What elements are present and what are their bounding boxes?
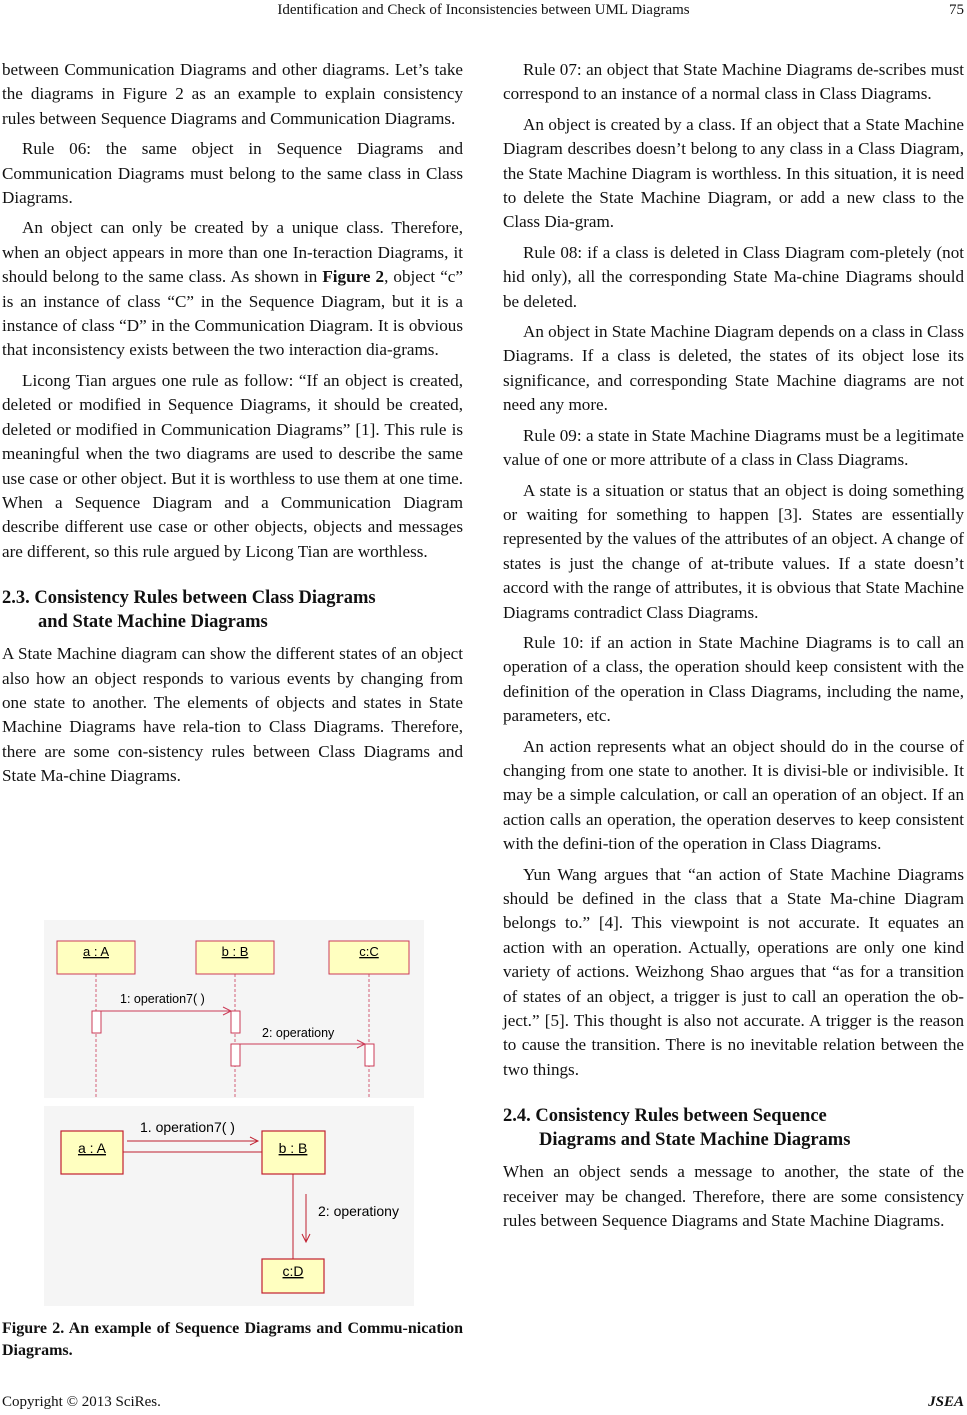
activation-bar [92,1011,101,1033]
message-label: 1: operation7( ) [120,992,205,1006]
page-number: 75 [949,2,964,18]
object-b [196,941,274,974]
rule-07: Rule 07: an object that State Machine Diagrams de-scribes must correspond to an instance of a normal class in Class Diagrams. [503,60,964,104]
paragraph: A State Machine diagram can show the different states of an object also how an object responds to various events by changing from one state to another. The elements of objects and states in State Machine Diagrams have rela-tion to Class Diagrams. Therefore, there are some con-sistency rules between Class Diagrams and State Ma-chine Diagrams. [2,644,463,786]
paragraph: between Communication Diagrams and other diagrams. Let’s take the diagrams in Figure 2 as an example to explain consistency rules between Sequence Diagrams and Communication Diagrams. [2,60,463,128]
paragraph: An object in State Machine Diagram depends on a class in Class Diagrams. If a class is deleted, the states of its object lose its significance, and corresponding State Machine diagrams are not need any more. [503,322,965,415]
sequence-diagram [44,920,424,1098]
figure-2 [0,874,461,1314]
right-column [503,58,964,1239]
message-label: 1. operation7( ) [140,1119,235,1135]
section-heading-2-4 [503,1104,964,1152]
journal-name: JSEA [928,1394,964,1410]
object-d [262,1259,324,1293]
object-a [61,1131,123,1174]
left-column [2,58,463,795]
object-label: c:C [359,944,379,959]
header-title: Identification and Check of Inconsistencies between UML Diagrams [277,2,690,18]
running-header [0,2,967,24]
object-label: c:D [282,1263,304,1279]
message-label: 2: operationy [262,1026,335,1040]
heading-line: 2.3. Consistency Rules between Class Diagrams [2,588,376,609]
text-run: , object “c” is an instance of class “C” in the Sequence Diagram, but it is a instance of class “D” in the Communication Diagram. It is obvious that inconsistency exists between the two interaction dia-grams. [2,267,463,360]
paragraph: An action represents what an object should do in the course of changing from one state to another. It is divisi-ble or indivisible. It may be a simple calculation, or call an operation of an object. If an action calls an operation, the operation deserves to keep consistent with the defini-tion of the operation in Class Diagrams. [503,736,964,854]
paragraph: A state is a situation or status that an object is doing something or waiting for something to happen [3]. States are essentially represented by the values of the attributes of an object. A change of states is just the change of at-tribute values. If a state doesn’t accord with the range of attributes, it is obvious that State Machine Diagrams contradict Class Diagrams. [503,480,964,622]
object-label: b : B [278,1140,308,1156]
section-heading-2-3 [2,586,463,634]
activation-bar [365,1044,374,1066]
heading-line: 2.4. Consistency Rules between Sequence [503,1106,827,1127]
text-run: An object can only be created by a unique class. Therefore, when an object appears in more than one In-teraction Diagrams, it should belong to the same class. As shown in [2,218,463,287]
uml-diagrams [0,874,461,1314]
activation-bar [231,1044,240,1066]
rule-09: Rule 09: a state in State Machine Diagrams must be a legitimate value of one or more attribute of a class in Class Diagrams. [503,425,964,470]
paragraph: When an object sends a message to another, the state of the receiver may be changed. Therefore, there are some consistency rules between Sequence Diagrams and State Machine Diagrams. [503,1162,964,1231]
object-b [262,1131,325,1174]
paragraph [2,216,463,362]
message-label: 2: operationy [318,1203,399,1219]
object-label: b : B [221,944,249,959]
paragraph: An object is created by a class. If an object that a State Machine Diagram describes doesn’t belong to any class in a Class Diagram, the State Machine Diagram is worthless. In this situation, it is need to delete the State Machine Diagram, or add a new class to the Class Dia-gram. [503,114,964,232]
rule-08: Rule 08: if a class is deleted in Class Diagram com-pletely (not hid only), all the corresponding State Ma-chine Diagrams should be deleted. [503,242,964,311]
paragraph: Licong Tian argues one rule as follow: “If an object is created, deleted or modified in Sequence Diagrams, it should be created, deleted or modified in Communication Diagrams” [1]. This rule is meaningful when the two diagrams are used to describe the same use case or other object. But it is worthless to use them at one time. When a Sequence Diagram and a Communication Diagram describe different use case or other objects, objects and messages are different, so this rule argued by Licong Tian are worthless. [2,370,463,561]
paragraph: Yun Wang argues that “an action of State Machine Diagrams should be defined in the class that a State Ma-chine Diagram belongs to.” [4]. This viewpoint is not accurate. It equates an action with an operation. Actually, operations are only one kind variety of actions. Weizhong Shao argues that “as for a transition of states of an object, a trigger is just to call an operation the ob-ject.” [5]. This thought is also not accurate. A trigger is the reason to cause the transition. There is no inevitable relation between the two things. [503,864,964,1079]
object-a [57,941,135,974]
object-c [329,941,409,974]
copyright: Copyright © 2013 SciRes. [2,1394,161,1410]
rule-10: Rule 10: if an action in State Machine Diagrams is to call an operation of a class, the operation should keep consistent with the definition of the operation in Class Diagrams, including the name, parameters, etc. [503,632,964,726]
communication-diagram [44,1106,414,1306]
figure-caption: Figure 2. An example of Sequence Diagrams and Commu-nication Diagrams. [2,1320,463,1359]
figure-ref: Figure 2 [322,267,385,287]
object-label: a : A [77,1140,107,1156]
activation-bar [231,1011,240,1033]
heading-line: Diagrams and State Machine Diagrams [539,1130,851,1151]
rule-06: Rule 06: the same object in Sequence Diagrams and Communication Diagrams must belong to the same class in Class Diagrams. [2,139,463,208]
object-label: a : A [82,944,110,959]
heading-line: and State Machine Diagrams [38,612,268,633]
